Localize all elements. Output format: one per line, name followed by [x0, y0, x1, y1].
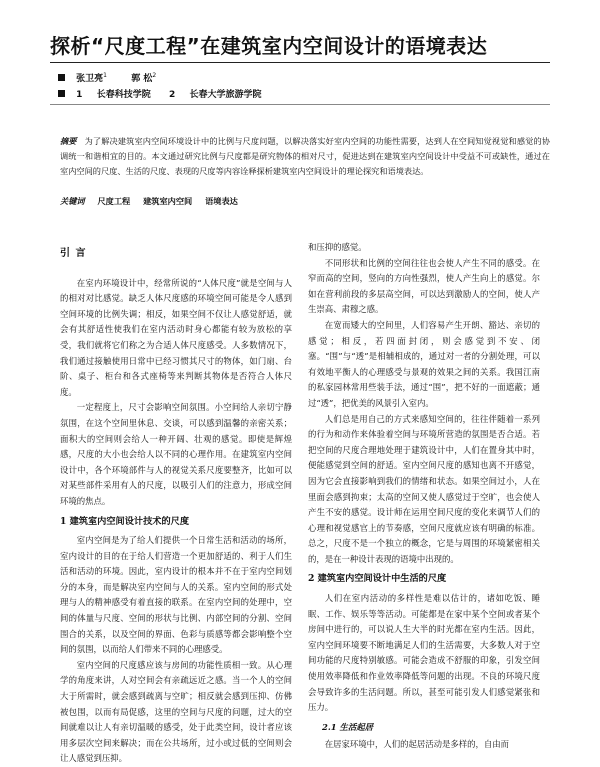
body-paragraph: 在居家环境中，人们的起居活动是多样的，自由而	[324, 739, 510, 750]
author-affil-mark: 1	[103, 72, 107, 79]
abstract	[60, 134, 550, 178]
keyword: 语境表达	[205, 196, 238, 206]
keywords-label: 关键词	[60, 196, 85, 206]
body-paragraph: 室内空间是为了给人们提供一个日常生活和活动的场所，室内设计的目的在于给人们营造一个更加舒适的、利于人们生活和活动的环境。因此，室内设计的根本并不在于室内空间划分的本身，而是解决室内空间与人的关系。室内空间的形式处理与人的精神感受有着直接的联系。在室内空间的处理中，空间的体量与尺度、空间的形状与比例、内部空间的分割、空间围合的关系，以及空间的界面、色彩与质感等都会影响整个空间的氛围，以而给人们带来不同的心理感受。	[60, 535, 292, 655]
abstract-text: 为了解决建筑室内空间环境设计中的比例与尺度问题，以解决落实好室内空间的功能性需要，达到人在空间知觉视觉和感觉的协调统一和谐相宜的目的。本文通过研究比例与尺度都是研究物体的相对尺寸，促进达到在建筑室内空间设计中受益不可或缺性，通过在室内空间的尺度、生活的尺度、表现的尺度等内容诠释探析建筑室内空间设计的理论探究和语境表达。	[60, 136, 550, 176]
body-paragraph: 在宽而矮大的空间里，人们容易产生开朗、豁达、亲切的感觉；相反，若四面封闭，则会感觉到不安、闭塞。“围”与“透”是相辅相成的，通过对一者的分割处理，可以有效地平衡人的心理感受与景观的效果之间的关系。我国江南的私家园林常用些装手法，通过“围”，把不好的一面遮蔽；通过“透”，把优美的风景引入室内。	[308, 319, 540, 408]
keyword: 尺度工程	[97, 196, 131, 206]
bullet-square-icon	[58, 74, 65, 81]
right-column	[308, 240, 540, 753]
affiliation-number: 1	[76, 90, 83, 100]
affiliation-name: 长春大学旅游学院	[189, 90, 262, 100]
body-paragraph: 和压抑的感觉。	[308, 242, 367, 252]
meta-divider	[50, 104, 550, 105]
title-divider	[50, 62, 550, 63]
keywords	[60, 196, 248, 207]
section-heading: 1 建筑室内空间设计技术的尺度	[60, 515, 190, 527]
body-paragraph: 人们总是用自己的方式来感知空间的，往往伴随着一系列的行为和动作来体验着空间与环境所营造的氛围是否合适。若把空间的尺度合理地处理于建筑设计中，人们在置身其中时，便能感觉到空间的舒适。室内空间尺度的感知也离不开感觉，因为它会直接影响到我们的情绪和状态。如果空间过小，人在里面会感到拘束；太高的空间又使人感觉过于空旷，也会使人产生不安的感觉。设计师在运用空间尺度的变化来调节人们的心理和视觉感官上的节奏感，空间尺度就应该有明确的标准。总之，尺度不是一个独立的概念，它是与周围的环境紧密相关的，是在一种设计表现的语境中出现的。	[308, 413, 540, 564]
author-name: 郭 松	[131, 74, 153, 84]
abstract-label: 摘要	[60, 136, 77, 146]
affiliation-name: 长春科技学院	[96, 90, 151, 100]
bullet-square-icon	[58, 90, 65, 97]
body-paragraph: 一定程度上，尺寸会影响空间氛围。小空间给人亲切宁静氛围，在这个空间里休息、交谈，可以感到温馨的亲密关系；面积大的空间则会给人一种开阔、壮观的感觉。即使是辉煌感，尺度的大小也会给人以不同的心理作用。在建筑室内空间设计中，各个环境部件与人的视觉关系尺度要整齐，比如可以对某些部件采用有人的尺度，以吸引人们的注意力，形成空间环境的焦点。	[60, 402, 292, 506]
author-affil-mark: 2	[152, 72, 157, 79]
body-paragraph: 人们在室内活动的多样性是难以估计的，诸如吃饭、睡眠、工作、娱乐等等活动。可能都是在家中某个空间或者某个房间中进行的，可以说人生大半的时光都在室内生活。因此，室内空间环境要不断地满足人们的生活需要，大多数人对于空间功能的尺度特别敏感。可能会造成不舒服的印象，引发空间使用效率降低和作业效率降低等问题的出现。不良的环境尺度会导致许多的生活问题。所以，甚至可能引发人们感觉紧张和压力。	[308, 593, 540, 713]
keyword: 建筑室内空间	[143, 196, 193, 206]
author-line	[58, 71, 156, 84]
section-heading: 2 建筑室内空间设计中生活的尺度	[308, 573, 447, 585]
left-column	[60, 240, 292, 767]
body-paragraph: 在室内环境设计中，经常所说的“人体尺度”就是空间与人的相对对比感觉。缺乏人体尺度感的环境空间可能是令人感到空间环境的比例失调；相反，如果空间不仅让人感觉舒适，就会有其舒适性使我们在室内活动时身心都能有较为放松的享受，我们就将它们称之为合适人体尺度感受。人多数情况下，我们通过接触使用日常中已经习惯其尺寸的物体，如门扇、台阶、桌子、柜台和各式座椅等来判断其物体是否符合人体尺度。	[60, 277, 292, 397]
paper-title: 探析“尺度工程”在建筑室内空间设计的语境表达	[50, 34, 488, 58]
body-paragraph: 室内空间的尺度感应该与房间的功能性质相一致。从心理学的角度来讲，人对空间会有亲疏远近之感。当一个人的空间大于所需时，就会感到疏离与空旷；相反就会感到压抑、仿佛被包围，以而有局促感，这里的空间与尺度的问题，过大的空间就难以让人有亲切温暖的感受，处于此类空间，设计者应该用多层次空间来解决；而在公共场所，过小或过低的空间则会让人感觉到压抑。	[60, 659, 292, 764]
body-paragraph: 不同形状和比例的空间往往也会使人产生不同的感受。在窄而高的空间，竖向的方向性强烈，使人产生向上的感觉。尔如在营利前段的多层高空间，可以达到激励人的空间，使人产生崇高、肃穆之感。	[308, 257, 540, 315]
intro-heading: 引 言	[60, 248, 87, 259]
affiliation-number: 2	[168, 90, 176, 100]
subsection-heading: 2.1 生活起居	[322, 721, 373, 732]
affiliation-line	[58, 87, 262, 100]
author-name: 张卫亮	[76, 74, 104, 84]
